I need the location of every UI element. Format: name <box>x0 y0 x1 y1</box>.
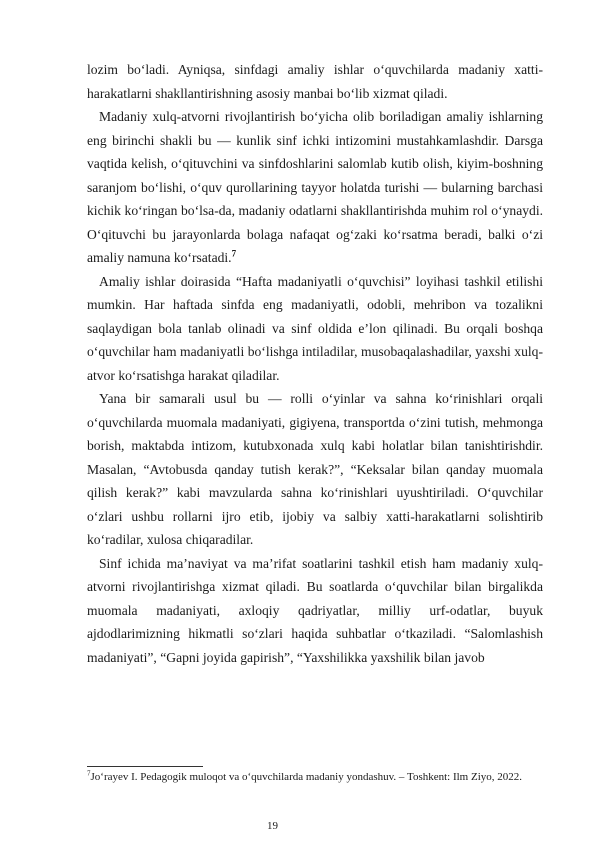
paragraph-5: Sinf ichida ma’naviyat va ma’rifat soatlarini tashkil etish ham madaniy xulq-atvorni rivojlantirishga xizmat qiladi. Bu soatlarda o‘quvchilar bilan birgalikda muomala madaniyati, axloqiy qadriyatlar, milliy urf-odatlar, buyuk ajdodlarimizning hikmatli so‘zlari haqida suhbatlar o‘tkaziladi. “Salomlashish madaniyati”, “Gapni joyida gapirish”, “Yaxshilikka yaxshilik bilan javob <box>87 555 543 665</box>
footnote-marker: 7 <box>87 769 91 778</box>
paragraph-2 <box>87 105 543 270</box>
footnote <box>87 770 543 785</box>
paragraph-4: Yana bir samarali usul bu — rolli o‘yinlar va sahna ko‘rinishlari orqali o‘quvchilarda muomala madaniyati, gigiyena, transportda o‘zini tutish, mehmonga borish, maktabda intizom, kutubxonada xulq kabi holatlar bilan tanishtirishdir. Masalan, “Avtobusda qanday tutish kerak?”, “Keksalar bilan qanday muomala qilish kerak?” kabi mavzularda sahna ko‘rinishlari uyushtiriladi. O‘quvchilar o‘zlari ushbu rollarni ijro etib, ijobiy va salbiy xatti-harakatlarni solishtirib ko‘radilar, xulosa chiqaradilar. <box>87 391 543 547</box>
paragraph-3: Amaliy ishlar doirasida “Hafta madaniyatli o‘quvchisi” loyihasi tashkil etilishi mumkin. Har haftada sinfda eng madaniyatli, odobli, mehribon va tozalikni saqlaydigan bola tanlab olinadi va sinf oldida e’lon qilinadi. Bu orqali boshqa o‘quvchilar ham madaniyatli bo‘lishga intiladilar, musobaqalashadilar, yaxshi xulq-atvor ko‘rsatishga harakat qiladilar. <box>87 273 543 383</box>
page-number: 19 <box>267 820 278 832</box>
paragraph-1: lozim bo‘ladi. Ayniqsa, sinfdagi amaliy ishlar o‘quvchilarda madaniy xatti-harakatlarni shakllantirishning asosiy manbai bo‘lib xizmat qiladi. <box>87 62 543 101</box>
footnote-reference: 7 <box>231 248 237 259</box>
footnote-text: Jo‘rayev I. Pedagogik muloqot va o‘quvchilarda madaniy yondashuv. – Toshkent: Ilm Ziyo, 2022. <box>90 771 523 783</box>
body-text <box>87 58 543 669</box>
footnote-divider <box>87 766 203 767</box>
paragraph-2-text: Madaniy xulq-atvorni rivojlantirish bo‘yicha olib boriladigan amaliy ishlarning eng birinchi shakli bu — kunlik sinf ichki intizomini mustahkamlashdir. Darsga vaqtida kelish, o‘qituvchini va sinfdoshlarini salomlab kutib olish, kiyim-boshning saranjom bo‘lishi, o‘quv qurollarining tayyor holatda turishi — bularning barchasi kichik ko‘ringan bo‘lsa-da, madaniy odatlarni shakllantirishda muhim rol o‘ynaydi. O‘qituvchi bu jarayonlarda bolaga nafaqat og‘zaki ko‘rsatma beradi, balki o‘zi amaliy namuna ko‘rsatadi. <box>87 109 543 265</box>
